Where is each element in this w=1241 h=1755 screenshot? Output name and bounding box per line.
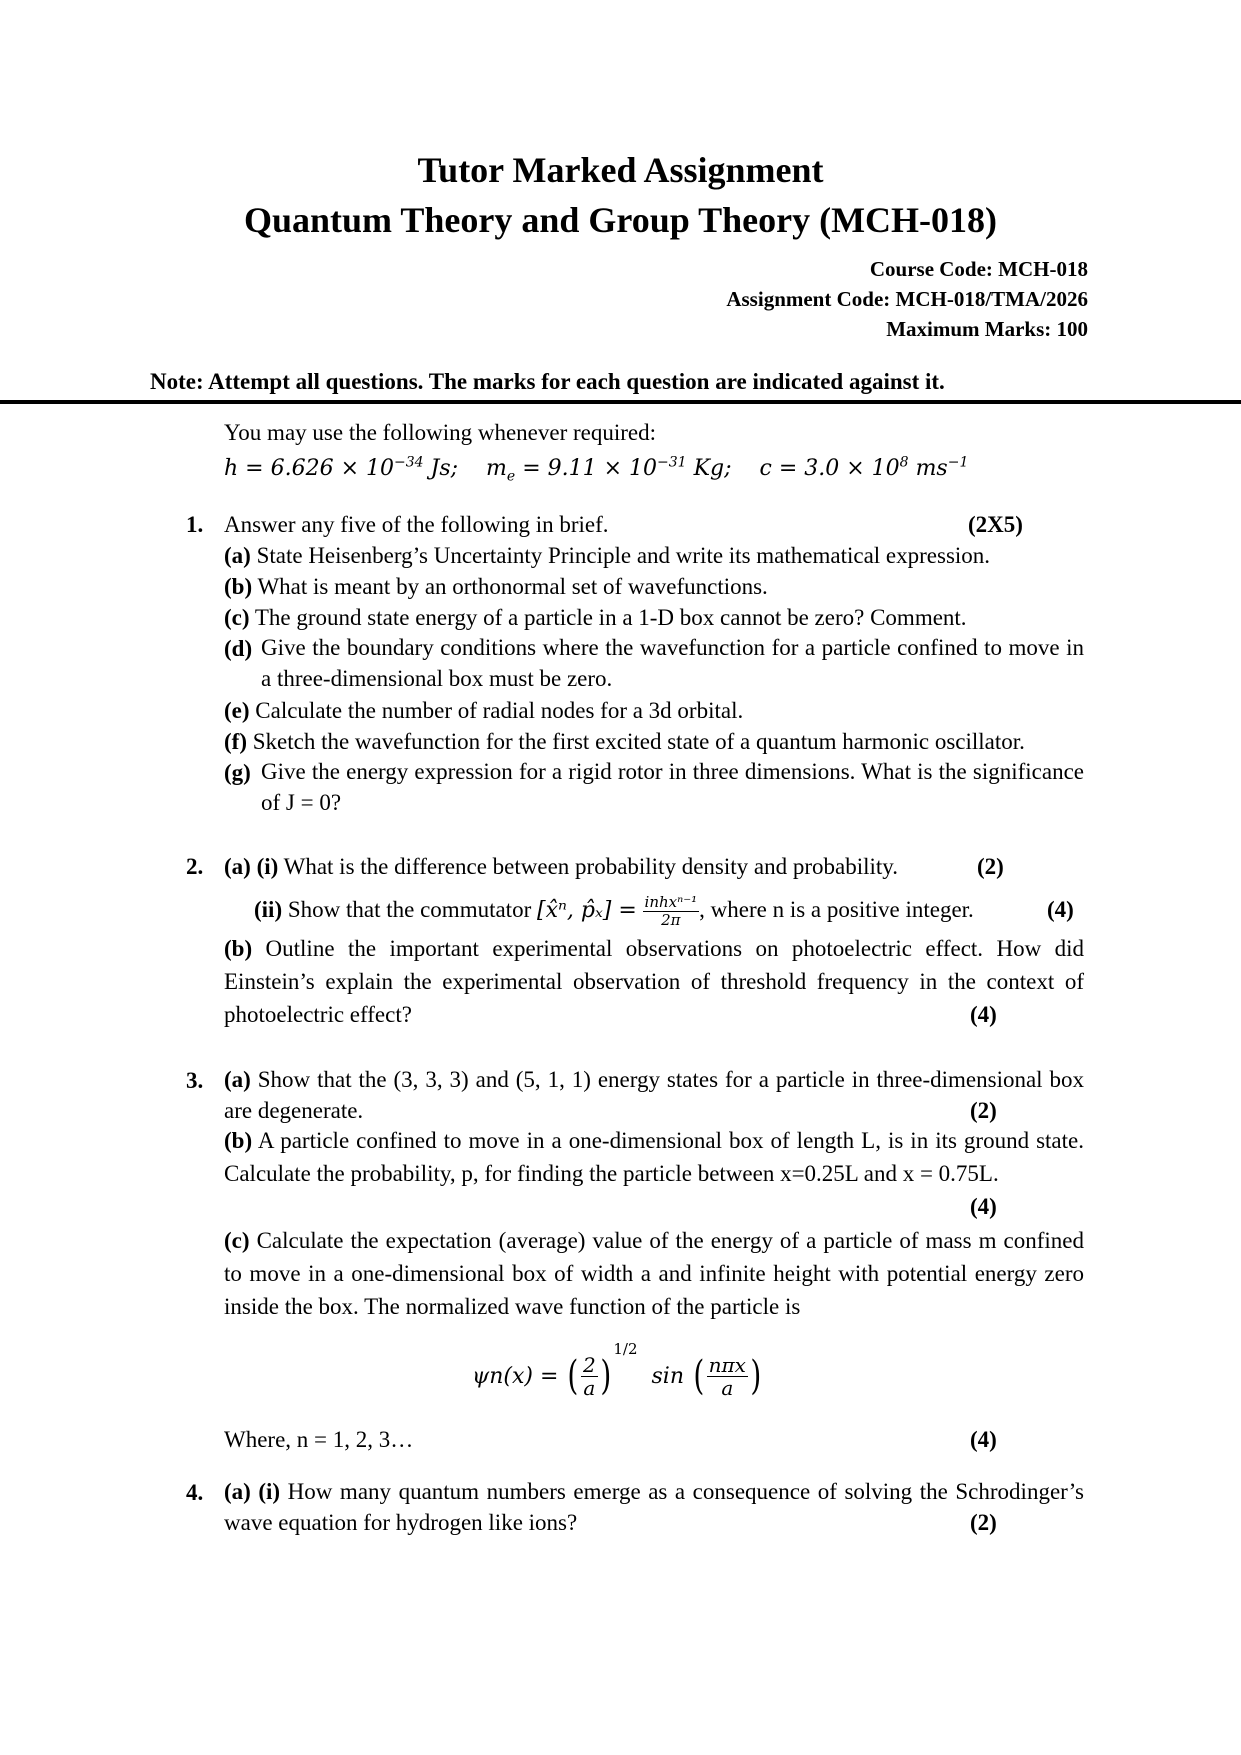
q3-c-marks: (4) <box>970 1427 997 1452</box>
maximum-marks: Maximum Marks: 100 <box>886 317 1088 341</box>
planck-constant: $h = 6.626 \times 10^{-34}$ Js; <box>224 455 459 482</box>
equation-argument-fraction: $\frac{\text{nπx}}{a}$ <box>708 1352 746 1400</box>
question-1-stem: Answer any five of the following in brief. <box>224 512 609 537</box>
speed-of-light: $c = 3.0 \times 10^8$ $ms^{-1}$ <box>759 455 969 482</box>
document-title: Tutor Marked Assignment <box>417 150 824 190</box>
q3-a-marks: (2) <box>970 1098 997 1123</box>
q3-a: (a) Show that the (3, 3, 3) and (5, 1, 1) energy states for a particle in three-dimensional box are degenerate. <box>224 1067 1085 1123</box>
left-paren: ( <box>567 1353 579 1399</box>
q2-a-i-marks: (2) <box>977 854 1004 879</box>
wavefunction-equation <box>472 1340 764 1412</box>
q3-c: (c) Calculate the expectation (average) value of the energy of a particle of mass m confined to move in a one-dimensional box of width a and infinite height with potential energy zero inside the box. The normalized wave function of the particle is <box>224 1228 1084 1319</box>
q1-item-d-label: (d) <box>224 636 253 661</box>
q1-item-d-text: Give the boundary conditions where the wavefunction for a particle confined to move in a three-dimensional box must be zero. <box>261 635 1084 691</box>
q2-b: (b) Outline the important experimental observations on photoelectric effect. How did Einstein’s explain the experimental observation of threshold frequency in the context of photoelectric effect? <box>224 936 1084 1027</box>
commutator-fraction: $\frac{\text{inhxⁿ⁻¹}}{2\pi}$ <box>644 893 698 930</box>
q1-item-g-text: Give the energy expression for a rigid rotor in three dimensions. What is the significance of J = 0? <box>261 759 1084 815</box>
q3-where-clause: Where, n = 1, 2, 3… <box>224 1427 414 1452</box>
left-paren-2: ( <box>693 1353 705 1399</box>
header-divider <box>0 400 1241 404</box>
q1-item-g-label: (g) <box>224 760 251 785</box>
q1-item-e: (e) Calculate the number of radial nodes for a 3d orbital. <box>224 698 744 723</box>
q3-b-marks: (4) <box>970 1194 997 1219</box>
equation-lhs: ψn(x) = <box>472 1363 559 1389</box>
right-paren: ) <box>600 1353 612 1399</box>
right-paren-2: ) <box>750 1353 762 1399</box>
question-1-marks: (2X5) <box>968 512 1023 537</box>
electron-mass: $m_e = 9.11 \times 10^{-31}$ Kg; <box>486 455 732 485</box>
course-code: Course Code: MCH-018 <box>869 257 1088 281</box>
q2-b-marks: (4) <box>970 1002 997 1027</box>
commutator-expression: [x̂ⁿ, p̂ₓ] = <box>537 898 637 923</box>
equation-exponent: 1/2 <box>613 1340 638 1358</box>
question-2-number: 2. <box>186 854 204 879</box>
constants-values <box>224 448 968 492</box>
q3-b: (b) A particle confined to move in a one-dimensional box of length L, is in its ground state. Calculate the probability, p, for finding the particle between x=0.25L and x = 0.75L. <box>224 1128 1084 1186</box>
instructions-note: Note: Attempt all questions. The marks for each question are indicated against it. <box>150 369 945 394</box>
question-1-number: 1. <box>186 512 204 537</box>
q1-item-a: (a) State Heisenberg’s Uncertainty Principle and write its mathematical expression. <box>224 543 991 568</box>
q4-a-marks: (2) <box>970 1510 997 1535</box>
question-3-number: 3. <box>186 1068 204 1093</box>
document-subtitle: Quantum Theory and Group Theory (MCH-018) <box>243 200 998 240</box>
q2-a-ii-marks: (4) <box>1047 897 1074 922</box>
q4-a-i: (a) (i) How many quantum numbers emerge as a consequence of solving the Schrodinger’s wave equation for hydrogen like ions? <box>224 1479 1085 1535</box>
constants-intro: You may use the following whenever required: <box>224 420 657 445</box>
q1-item-b: (b) What is meant by an orthonormal set of wavefunctions. <box>224 574 768 599</box>
assignment-code: Assignment Code: MCH-018/TMA/2026 <box>726 287 1088 311</box>
question-4-number: 4. <box>186 1480 204 1505</box>
q2-a-ii: (ii) Show that the commutator [x̂ⁿ, p̂ₓ] = $\frac{\text{inhxⁿ⁻¹}}{2\pi}$ , where n is a positive integer. <box>254 893 974 930</box>
equation-coefficient-fraction: $\frac{2}{a}$ <box>583 1352 596 1400</box>
q1-item-f: (f) Sketch the wavefunction for the first excited state of a quantum harmonic oscillator. <box>224 729 1025 754</box>
q2-a-i: (a) (i) What is the difference between probability density and probability. <box>224 854 899 879</box>
q1-item-c: (c) The ground state energy of a particle in a 1-D box cannot be zero? Comment. <box>224 605 967 630</box>
equation-sin: sin <box>651 1363 685 1389</box>
